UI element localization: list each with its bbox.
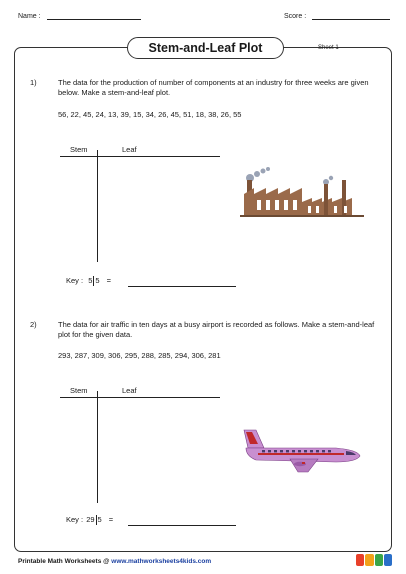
question-1-key-leaf: 5 (95, 276, 100, 285)
question-2-text: The data for air traffic in ten days at a busy airport is recorded as follows. Make a stem-and-leaf plot for the given data. (58, 320, 375, 339)
question-2-number: 2) (30, 320, 37, 329)
question-2-key-equals: = (108, 515, 114, 524)
question-1-stem-header: Stem (70, 145, 88, 154)
name-blank[interactable] (47, 12, 141, 20)
question-2-key-stem: 29 (86, 515, 95, 524)
site-logo-icon (356, 554, 392, 566)
question-1-plot-vline[interactable] (97, 150, 98, 262)
question-1-data: 56, 22, 45, 24, 13, 39, 15, 34, 26, 45, 51, 18, 38, 26, 55 (58, 110, 242, 119)
question-2-key-leaf: 5 (97, 515, 102, 524)
question-2-plot-vline[interactable] (97, 391, 98, 503)
footer-url-link[interactable]: www.mathworksheets4kids.com (111, 558, 212, 565)
question-1-key (66, 276, 111, 286)
question-2-key-answer-line[interactable] (128, 525, 236, 526)
question-2-data: 293, 287, 309, 306, 295, 288, 285, 294, 306, 281 (58, 351, 221, 360)
worksheet-title: Stem-and-Leaf Plot (127, 37, 284, 59)
question-2-plot-hline (60, 397, 220, 398)
question-1-leaf-header: Leaf (122, 145, 137, 154)
score-label: Score : (284, 13, 307, 20)
question-2-key-divider (96, 515, 97, 525)
question-2-key (66, 515, 113, 525)
question-1-plot-hline (60, 156, 220, 157)
factory-icon (240, 162, 364, 218)
question-1-key-stem: 5 (88, 276, 93, 285)
footer-credit (18, 558, 211, 565)
airplane-icon (238, 426, 362, 474)
sheet-label: Sheet 1 (318, 45, 339, 51)
question-1-key-answer-line[interactable] (128, 286, 236, 287)
name-field[interactable] (18, 12, 141, 20)
score-blank[interactable] (312, 12, 390, 20)
question-1-key-equals: = (106, 276, 112, 285)
score-field[interactable] (284, 12, 390, 20)
question-1-text: The data for the production of number of components at an industry for three weeks are given below. Make a stem-and-leaf plot. (58, 78, 369, 97)
worksheet-frame (14, 47, 392, 552)
question-2-stem-header: Stem (70, 386, 88, 395)
footer-prefix: Printable Math Worksheets @ (18, 558, 112, 565)
question-2-key-label: Key : (66, 515, 84, 524)
name-label: Name : (18, 13, 41, 20)
question-1-number: 1) (30, 78, 37, 87)
question-2-leaf-header: Leaf (122, 386, 137, 395)
question-1-key-label: Key : (66, 276, 84, 285)
